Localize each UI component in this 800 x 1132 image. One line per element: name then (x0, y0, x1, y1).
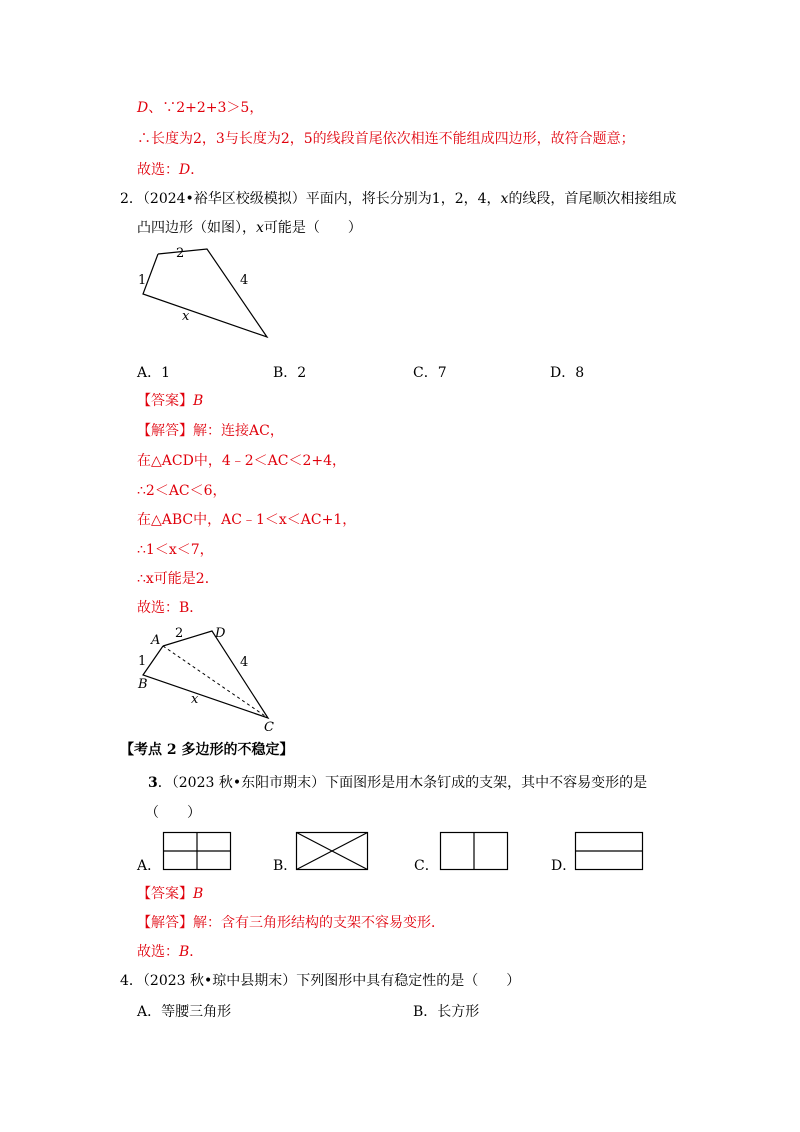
q2-quad-outline (143, 249, 267, 337)
q1-option-d-line (137, 98, 263, 118)
q4-number: 4． (120, 973, 143, 989)
q1-choose-answer: D (179, 162, 191, 178)
q1-choose-period: ． (190, 162, 205, 178)
q3-option-d-label: D． (551, 858, 577, 874)
q2-fig-label-1: 1 (138, 273, 147, 288)
q3-choose-line (137, 942, 203, 962)
q3-stem-line1 (148, 773, 647, 793)
q2-stem-part2: 的线段，首尾顺次相接组成 (508, 191, 677, 207)
q4-option-b: B．长方形 (413, 1004, 480, 1020)
q3-choose-answer: B (179, 944, 190, 960)
q2-option-a: A．1 (137, 365, 171, 381)
q3-analysis-line (137, 913, 445, 933)
q2-number: 2． (120, 191, 143, 207)
q2-fig-label-x: x (182, 309, 190, 324)
q2-vertex-a: A (151, 633, 161, 648)
q2-analysis-line1 (137, 421, 284, 441)
q2-stem-var2: x (256, 220, 264, 236)
q2-quadrilateral-figure (130, 238, 280, 343)
q3-option-b-figure (296, 832, 370, 872)
q2-answer-value: B (193, 393, 204, 409)
q3-number: 3 (148, 775, 158, 791)
q2-analysis-label: 【解答】 (137, 423, 193, 439)
q3-paren: （ ） (145, 805, 201, 821)
q2-fig2-label-2: 2 (175, 626, 184, 641)
q2-vertex-b: B (138, 677, 148, 692)
q2-answer-label: 【答案】 (137, 393, 193, 409)
q3-option-c-label: C． (414, 858, 439, 874)
q2-stem-line1 (120, 189, 676, 209)
q3-option-d-figure (575, 832, 645, 872)
q2-step-5: ∴1＜x＜7， (137, 542, 214, 558)
q2-answer-line (137, 391, 203, 411)
q2-stem-part4: 可能是（ ） (263, 220, 362, 236)
q1-option-d-letter: D (137, 100, 149, 116)
q2-solution-figure (130, 620, 290, 735)
q2-fig-label-4: 4 (240, 273, 249, 288)
q3-analysis-text: 解：含有三角形结构的支架不容易变形． (193, 915, 445, 931)
q3-answer-label: 【答案】 (137, 886, 193, 902)
q3-option-c-figure (440, 832, 510, 872)
q2-fig2-label-4: 4 (240, 655, 249, 670)
q2-fig2-label-x: x (191, 692, 199, 707)
q2-step-4: 在△ABC中，AC﹣1＜x＜AC+1， (137, 512, 357, 528)
q2-step-1: 解：连接AC， (193, 423, 284, 439)
q2-diagonal-ac (163, 646, 268, 718)
q3-option-b-label: B． (273, 858, 298, 874)
q2-vertex-d: D (215, 626, 226, 641)
q2-step-7: 故选：B． (137, 600, 204, 616)
q3-choose-prefix: 故选： (137, 944, 179, 960)
q1-choose-line (137, 160, 204, 180)
q2-stem-part3: 凸四边形（如图）， (137, 220, 256, 236)
q2-option-d: D．8 (550, 365, 585, 381)
q2-step-2: 在△ACD中，4﹣2＜AC＜2+4， (137, 453, 346, 469)
q3-answer-line (137, 884, 203, 904)
q3-option-a-label: A． (137, 858, 162, 874)
q3-analysis-label: 【解答】 (137, 915, 193, 931)
q2-fig2-label-1: 1 (138, 654, 147, 669)
q2-fig-label-2: 2 (176, 246, 185, 261)
q2-stem-line2 (137, 218, 362, 238)
q4-stem: （2023 秋•琼中县期末）下列图形中具有稳定性的是（ ） (142, 973, 521, 989)
q4-stem-line (120, 971, 520, 991)
q2-stem-var: x (500, 191, 509, 207)
q3-answer-value: B (193, 886, 204, 902)
q2-option-c: C．7 (413, 365, 447, 381)
q2-option-b: B．2 (273, 365, 307, 381)
q3-option-a-figure (163, 832, 233, 872)
q2-step-6: ∴x可能是2． (137, 571, 219, 587)
q1-choose-prefix: 故选： (137, 162, 179, 178)
q2-vertex-c: C (264, 720, 274, 735)
q3-stem: ．（2023 秋•东阳市期末）下面图形是用木条钉成的支架，其中不容易变形的是 (157, 775, 648, 791)
q3-choose-period: ． (189, 944, 204, 960)
q1-conclusion: ∴长度为2，3与长度为2，5的线段首尾依次相连不能组成四边形，故符合题意； (137, 131, 635, 147)
q1-option-d-text: 、∵2+2+3＞5， (148, 100, 264, 116)
q4-option-a: A．等腰三角形 (137, 1004, 232, 1020)
section-title: 【考点 2 多边形的不稳定】 (120, 742, 294, 758)
q2-step-3: ∴2＜AC＜6， (137, 483, 227, 499)
q2-stem-part1: （2024•裕华区校级模拟）平面内，将长分别为1，2，4， (142, 191, 501, 207)
